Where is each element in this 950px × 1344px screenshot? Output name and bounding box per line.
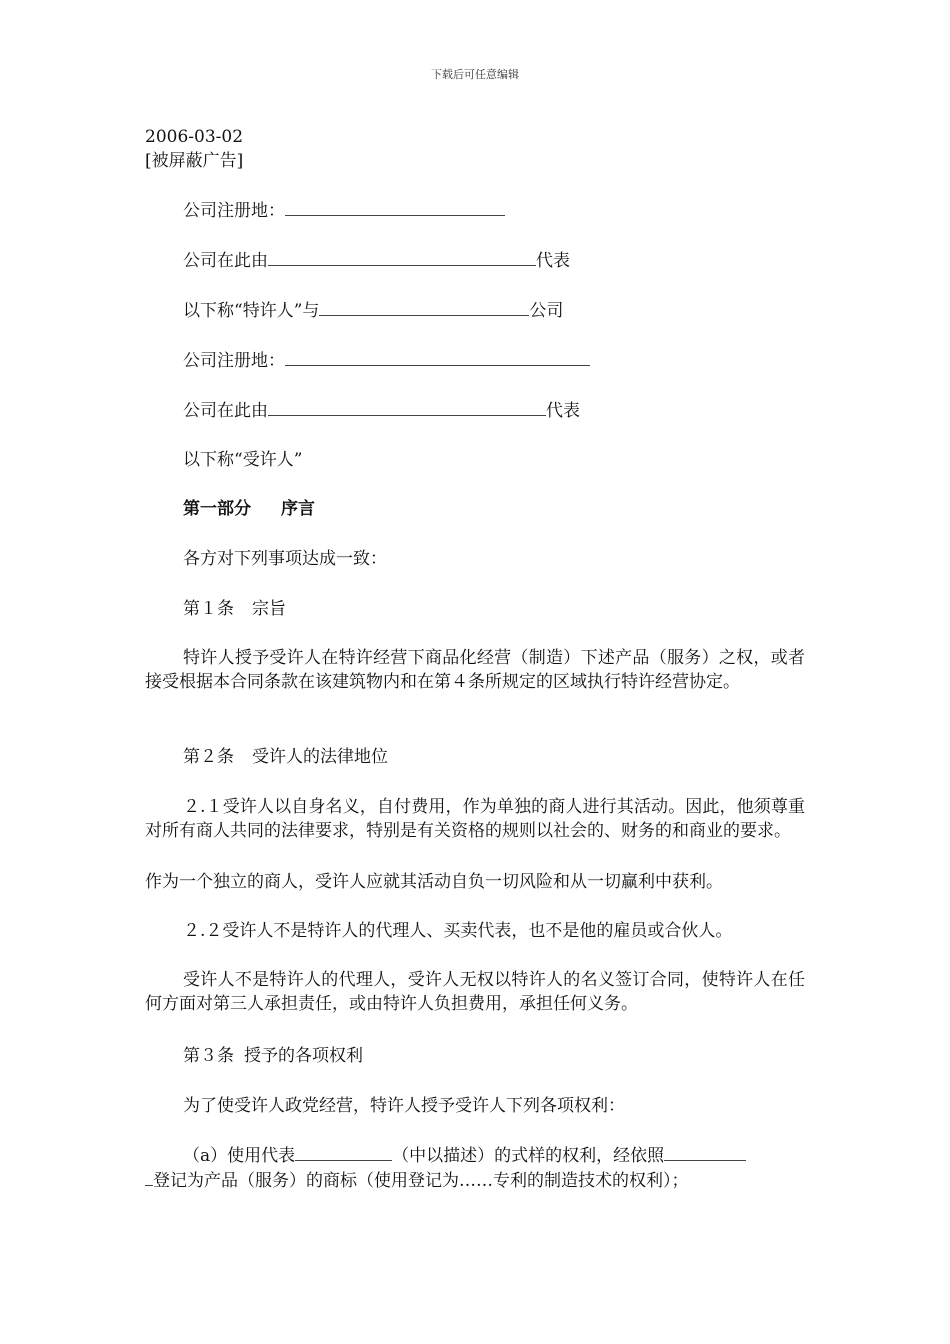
article-2-1-text: ２.１受许人以自身名义，自付费用，作为单独的商人进行其活动。因此，他须尊重对所有商人共同的法律要求，特别是有关资格的规则以社会的、财务的和商业的要求。 (145, 797, 805, 841)
article-3-a-line1 (183, 1145, 746, 1166)
item-a-middle: （中以描述）的式样的权利，经依照 (392, 1146, 665, 1166)
company-blank (319, 300, 529, 316)
licensor-suffix: 公司 (529, 301, 564, 321)
licensor-representative-line (183, 250, 570, 271)
article-number: 第１条 (183, 599, 234, 619)
article-2-heading (183, 747, 388, 767)
registration-blank-continued (145, 1170, 153, 1186)
blocked-ad-note: [被屏蔽广告] (145, 151, 244, 171)
article-1-text: 特许人授予受许人在特许经营下商品化经营（制造）下述产品（服务）之权，或者接受根据本合同条款在该建筑物内和在第４条所规定的区域执行特许经营协定。 (145, 648, 805, 692)
licensor-prefix: 以下称“特许人”与 (183, 301, 320, 321)
representative-prefix: 公司在此由 (183, 251, 268, 271)
representative-prefix: 公司在此由 (183, 401, 268, 421)
article-number: 第２条 (183, 747, 234, 767)
part-title: 序言 (281, 499, 315, 519)
registration-blank (285, 350, 590, 366)
representative-suffix: 代表 (536, 251, 570, 271)
article-title: 宗旨 (252, 599, 286, 619)
registration-label: 公司注册地： (183, 201, 285, 221)
registration-label: 公司注册地： (183, 351, 285, 371)
part-one-heading (183, 499, 315, 519)
page-header: 下载后可任意编辑 (431, 68, 519, 81)
article-number: 第３条 (183, 1046, 234, 1066)
article-2-2-text: ２.２受许人不是特许人的代理人、买卖代表，也不是他的雇员或合伙人。 (183, 921, 733, 941)
article-1-heading (183, 599, 286, 619)
article-2-1-continuation: 作为一个独立的商人，受许人应就其活动自负一切风险和从一切赢利中获利。 (145, 872, 723, 892)
article-3-heading (183, 1046, 363, 1066)
representation-blank (295, 1145, 392, 1161)
representative-suffix: 代表 (546, 401, 580, 421)
licensee-definition: 以下称“受许人” (183, 450, 303, 470)
representative-blank (268, 250, 536, 266)
licensor-registration-line (183, 200, 505, 221)
document-date: 2006-03-02 (145, 127, 244, 147)
agreement-statement: 各方对下列事项达成一致： (183, 549, 387, 569)
article-3-intro: 为了使受许人政党经营，特许人授予受许人下列各项权利： (183, 1096, 625, 1116)
item-a-prefix: （a）使用代表 (183, 1146, 296, 1166)
licensee-registration-line (183, 350, 590, 371)
article-2-3-text: 受许人不是特许人的代理人，受许人无权以特许人的名义签订合同，使特许人在任何方面对第三人承担责任，或由特许人负担费用，承担任何义务。 (145, 970, 805, 1014)
licensee-representative-line (183, 400, 580, 421)
licensor-company-line (183, 300, 563, 321)
registration-blank (664, 1145, 746, 1161)
representative-blank (268, 400, 546, 416)
item-a-suffix: 登记为产品（服务）的商标（使用登记为……专利的制造技术的权利）； (153, 1171, 689, 1191)
part-number: 第一部分 (183, 499, 251, 519)
article-title: 授予的各项权利 (244, 1046, 363, 1066)
article-3-a-line2 (145, 1170, 689, 1191)
registration-blank (285, 200, 505, 216)
article-title: 受许人的法律地位 (252, 747, 388, 767)
